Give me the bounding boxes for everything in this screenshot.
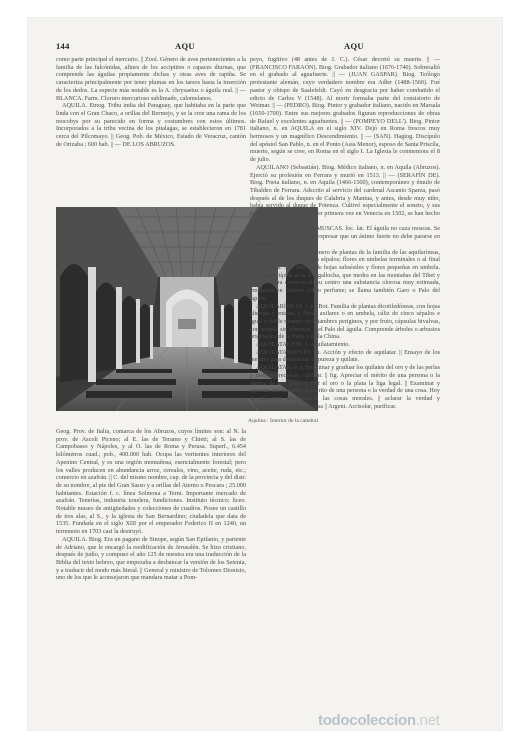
entry-aquila-continued: peyo, fugitivo (48 antes de J. C.). César decretó su muerte. || — (FRANCISCO FARAÓN). Biog. Grabador italiano (1676-1740). Sobresalió en el grabado al aguafuerte. || — (JUAN GASPAR). Biog. Teólogo protestante alemán, cuyo verdadero nombre era Adler (1488-1560). Fué pastor y obispo de Saalefeldt. Cayó en desgracia por haber combatido el edicto de Carlos V (1548). Al morir formaba parte del consistorio de Weimar. || — (PEDRO). Biog. Pintor y grabador italiano, nacido en Marsala (1650-1700). Entre sus mejores grabados figuran reproducciones de obras de Rafael y excelentes aguafuertes. || — (POMPEYO DELL'). Biog. Pintor italiano, n. en AQUILA en el siglo XIV. Dejó en Roma frescos muy hermosos y un magnífico Descendimiento. || — (SAN). Hagiog. Discípulo del apóstol San Pablo, n. en el Ponto (Asia Menor), esposo de Santa Priscila, muerto, según se cree, en Roma en el siglo I. La Iglesia le conmemora el 8 de julio. [250,56,440,164]
right-running-head: AQU [344,41,364,51]
entry-aquila-biog: AQUILA. Biog. Era un pagano de Sinope, según San Epifanio, y pariente de Adriano, que le encargó la reedificación de Jerusalén. Se hizo cristiano, después de judío, y compuso el año 125 de nuestra era una traducción de la Biblia del texto hebreo, que empezaba a desbancar la versión de los Setenta, y a traducir del modo más literal. || General y ministro de Tolomeo Dionisio, uno de los que le aconsejaron que mandara matar a Pom- [56,535,246,582]
entry-aquilaria: AQUILARIA. f. Bot. Género de plantas de la familia de las aquilaríneas, de cáliz coriáceo con cinco sépalos; flores en umbelas terminales o al final del calicinal. Son árboles de hojas subsésiles y flores pequeñas en umbela. La especie típica es la A. agallocha, que medra en las montañas del Tibet y cuya madera contiene en su centro una substancia olorosa muy estimada, empleada en Oriente como perfume; se llama también Garo o Palo del águila. [250,248,440,302]
entry-aquila-geog: Geog. Prov. de Italia, comarca de los Abruzos, cuyos límites son: al N. la prov. de Ascoli Piceno; al E. las de Teramo y Chieti; al S. las de Campobasso y Nápoles, y al O. las de Roma y Perusa. Superf., 6.454 kilómetros cuad.; pob., 400.000 hab. Ocupa las vertientes interiores del Apenino Central, y es una región montañosa, esencialmente forestal; pero los valles producen en abundancia arroz, cereales, vino, aceite, ruda, etc.; comercio en azafrán. || C. del mismo nombre, cap. de la provincia y del distr. de su nombre, al pie del Gran Sasso y a orillas del Aterno o Pescara ; 25.000 habitantes. Estación f. c. línea Solmona a Terni. Importante mercado de azafrán. Tenerías, industria tonelera, fundiciones. Instituto técnico; liceo. Notable museo de antigüedades y colecciones de cuadros. Posee un castillo de tres alas, al S., y la iglesia de San Bernardino; ciudadela que data de 1535. Fundada en el siglo XIII por el emperador Federico II en 1240, un terremoto en 1703 casi la destruyó. [56,428,246,536]
entry-aquila-etnog: AQUILA. Etnog. Tribu india del Paraguay, que habitaba en la parte que linda con el Gran Chaco, a orillas del Bermejo, y se la cree una rama de los mocobys por su parecido en forma y costumbres con estos últimos. Incorporados a la tribu vecina de los pitalagas, se establecieron en 1781 cerca del Pilcomayo. || Geog. Pob. de México, Estado de Veracruz, cantón de Orizaba ; 600 hab. || — DE LOS ABRUZOS. [56,102,246,148]
entry-aquilatacion: AQUILATACIÓN. f. Aquilatamiento. [256,341,350,349]
entry-aquilatamiento: AQUILATAMIENTO. m. Acción y efecto de aquilatar. || Ensayo de los metales para determinar su pureza y quilate. [250,348,440,364]
entry-aquilarineas: AQUILARÍNEAS. f. pl. Bot. Familia de plantas dicotiledóneas, con hojas alternas y enteras y flores axilares o en umbela, cáliz de cinco sépalos e igual o doble número de estambres periginos, y por fruto, cápsulas bivalvas, con semilla sin albumen, y el Palo del águila. Comprende árboles o arbustos originarios de la India y de la China. [250,302,440,341]
entry-aquilatar: AQUILATAR. v. a. Examinar y graduar los quilates del oro y de las perlas y piedras preciosas; calibrar. || fig. Apreciar el mérito de una persona o la pureza de una cosa. || Dar el oro o la plata la liga legal. || Examinar y apreciar debidamente el mérito de una persona o la verdad de una cosa. Hoy se usa con referencia a las cosas morales. || aclarar la verdad y circunstancias de alguna cosa || Argent. Acrisolar, purificar. [250,364,440,410]
watermark-brand: todocoleccion [318,712,416,729]
page-number: 144 [56,41,70,51]
right-column [250,56,440,708]
photo-caption: Aquilea : Interior de la catedral [247,418,318,424]
left-running-head: AQU [175,41,195,51]
entry-aquila-zool: como parte principal el mercurio. || Zool. Género de aves pertenecientes a la familia de las falcónidas, afines de los accipitres o rapaces diurnas, que comprende las águilas propiamente dichas y otras aves de rapiña. Se caracteriza principalmente por tener plumas en los tarsos hasta la inserción de los dedos. La especie más notable es la A. chrysaetus o águila real. || — BLANCA. Farm. Cloruro mercurioso sublimado, calomelanos. [56,56,246,102]
entry-aquila-non-capit: AQUILA NON CAPIT MUSCAS. loc. lat. El águila no caza moscas. Se emplea esta locución para expresar que un ánimo fuerte no debe pararse en nimiedades. [250,225,440,248]
watermark-tld: .net [415,712,440,729]
entry-aquilano: AQUILANO (Sebastián). Biog. Médico italiano, n. en Aquila (Abruzos). Ejerció su profesión en Ferrara y murió en 1513. || — (SERAFÍN DE). Biog. Poeta italiano, n. en Aquila (1466-1500), contemporáneo y émulo de Tibaldeo de Ferrara. Adscrito al servicio del cardenal Ascanio Sparza, pasó después al de los duques de Calabria y Mantua, y antes, desde muy niño, había servido al duque de Potenza. Cultivó especialmente el soneto, y sus producciones, publicadas por primera vez en Venecia en 1502, se han hecho hoy varias ediciones. [250,163,440,225]
left-column-top [56,56,246,201]
left-column-bottom [56,428,246,708]
watermark-logo [318,712,440,729]
